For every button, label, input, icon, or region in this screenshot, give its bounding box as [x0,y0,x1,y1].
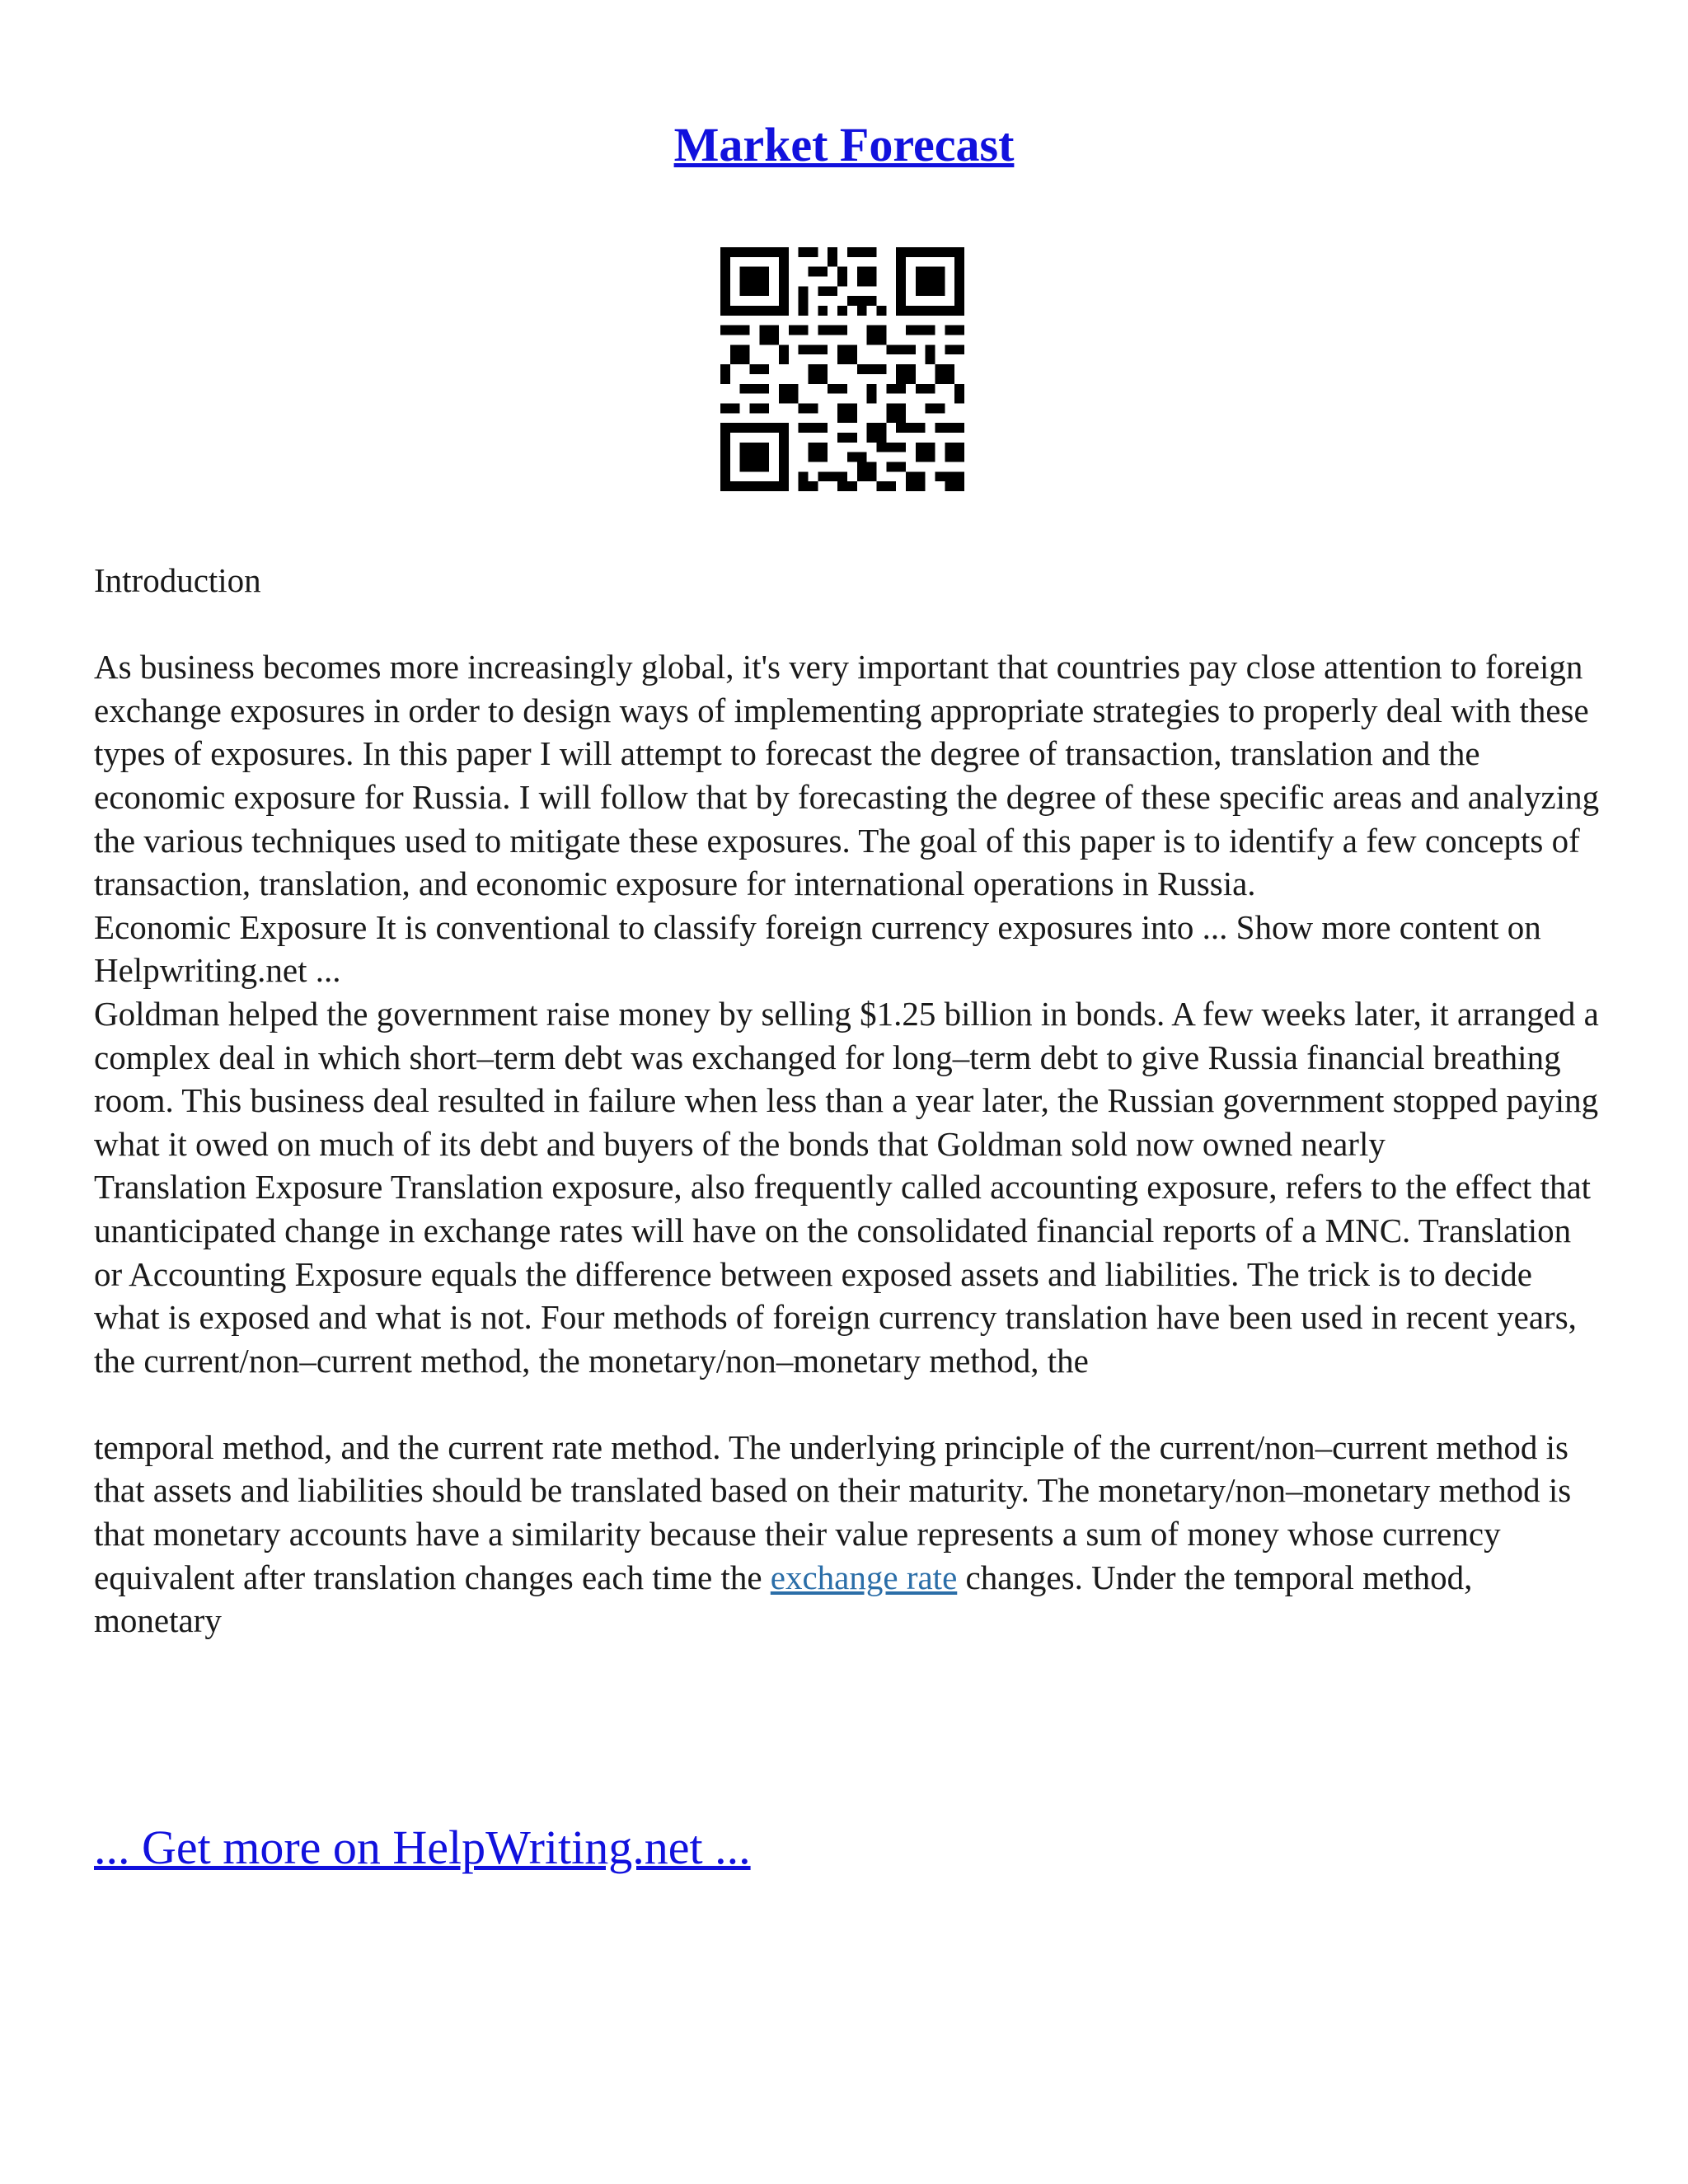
title-link[interactable]: Market Forecast [673,118,1015,171]
intro-paragraph: As business becomes more increasingly global, it's very important that countries pay close attention to foreign exchange exposures in order to design ways of implementing appropriate strategies to properly deal with these types of exposures. In this paper I will attempt to forecast the degree of transaction, translation and the economic exposure for Russia. I will follow that by forecasting the degree of these specific areas and analyzing the various techniques used to mitigate these exposures. The goal of this paper is to identify a few concepts of transaction, translation, and economic exposure for international operations in Russia. [94,648,1600,903]
temporal-text-before: temporal method, and the current rate method. The underlying principle of the current/non–current method is that assets and liabilities should be translated based on their maturity. The monetary/non–monetary method is that monetary accounts have a similarity because their value represents a sum of money whose currency equivalent after translation changes each time the [94,1427,1572,1596]
page-title [0,114,1688,176]
get-more-section [94,1816,751,1879]
temporal-text-after: changes. Under the temporal method, monetary [94,1558,1473,1640]
article-body [94,559,1602,1643]
intro-heading: Introduction [94,561,261,599]
qr-code-icon [720,247,964,491]
exchange-rate-link[interactable]: exchange rate [770,1558,958,1596]
paragraph-gap [94,1382,1602,1426]
temporal-paragraph [94,1426,1602,1643]
goldman-paragraph: Goldman helped the government raise money by selling $1.25 billion in bonds. A few weeks later, it arranged a complex deal in which short–term debt was exchanged for long–term debt to give Russia financial breathing room. This business deal resulted in failure when less than a year later, the Russian government stopped paying what it owed on much of its debt and buyers of the bonds that Goldman sold now owned nearly [94,994,1599,1163]
get-more-link[interactable]: ... Get more on HelpWriting.net ... [94,1821,751,1874]
paragraph-gap [94,602,1602,646]
translation-exposure-paragraph: Translation Exposure Translation exposure, also frequently called accounting exposure, refers to the effect that unanticipated change in exchange rates will have on the consolidated financial reports of a MNC. Translation or Accounting Exposure equals the difference between exposed assets and liabilities. The trick is to decide what is exposed and what is not. Four methods of foreign currency translation have been used in recent years, the current/non–current method, the monetary/non–monetary method, the [94,1168,1592,1380]
economic-exposure-paragraph: Economic Exposure It is conventional to classify foreign currency exposures into ... Show more content on Helpwriting.net ... [94,907,1541,990]
